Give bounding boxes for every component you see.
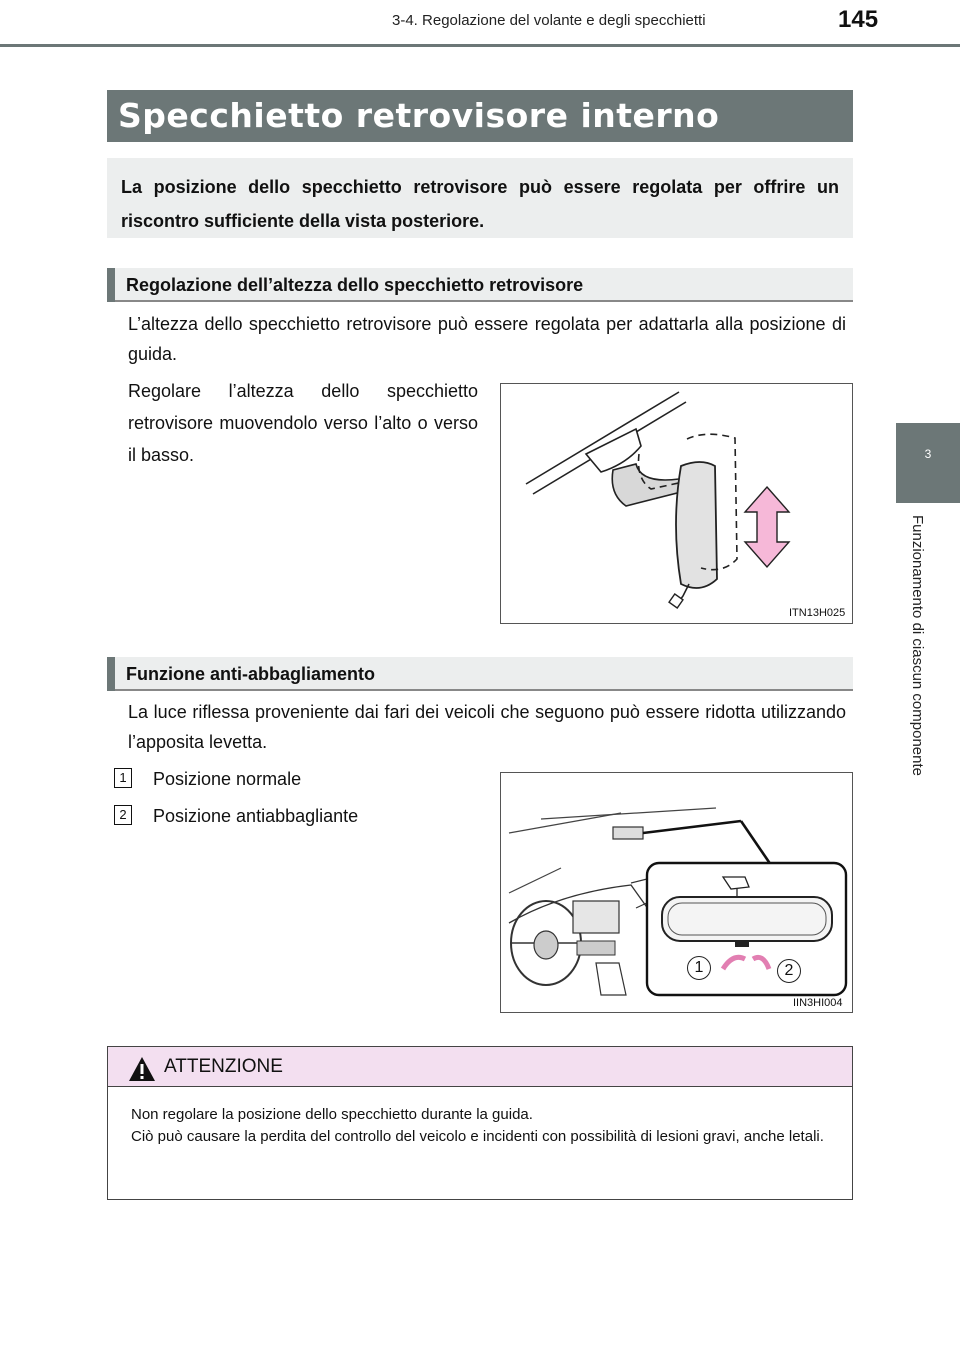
warning-title: ATTENZIONE (164, 1056, 283, 1077)
figure1-code: ITN13H025 (789, 607, 846, 619)
figure2-code: IIN3HI004 (793, 997, 843, 1009)
section-heading-accent-2 (107, 657, 115, 691)
section-heading-height: Regolazione dell’altezza dello specchietto retrovisore (126, 275, 584, 295)
warning-text (131, 1104, 838, 1148)
page-number: 145 (838, 6, 879, 33)
section-heading-accent (107, 268, 115, 302)
section2-paragraph: La luce riflessa proveniente dai fari dei veicoli che seguono può essere ridotta utilizzando l’apposita levetta. (128, 702, 846, 752)
section1-paragraph: L’altezza dello specchietto retrovisore può essere regolata per adattarla alla posizione di guida. (128, 314, 846, 364)
page-title: Specchietto retrovisore interno (118, 96, 720, 135)
section1-instruction: Regolare l’altezza dello specchietto retrovisore muovendolo verso l’alto o verso il basso. (128, 381, 478, 465)
intro-text: La posizione dello specchietto retrovisore può essere regolata per offrire un riscontro sufficiente della vista posteriore. (121, 177, 839, 231)
item-label-1: Posizione normale (153, 769, 302, 789)
warning-triangle-icon (127, 1055, 157, 1083)
section-label: 3-4. Regolazione del volante e degli specchietti (392, 12, 706, 29)
mirror-height-figure (500, 383, 853, 624)
item-label-2: Posizione antiabbagliante (153, 806, 359, 826)
chapter-tab (896, 423, 960, 503)
mirror-height-illustration (501, 384, 852, 623)
chapter-number: 3 (924, 447, 932, 461)
section-heading-antiglare: Funzione anti-abbagliamento (126, 664, 376, 684)
chapter-title: Funzionamento di ciascun componente (909, 515, 926, 776)
warning-line-1: Non regolare la posizione dello specchietto durante la guida. (131, 1106, 533, 1123)
antiglare-figure (500, 772, 853, 1013)
callout-2: 2 (777, 959, 801, 983)
warning-line-2: Ciò può causare la perdita del controllo del veicolo e incidenti con possibilità di lesioni gravi, anche letali. (131, 1128, 824, 1145)
item-number-2: 2 (114, 805, 132, 825)
item-number-1: 1 (114, 768, 132, 788)
callout-1: 1 (687, 956, 711, 980)
header-rule (0, 44, 960, 47)
